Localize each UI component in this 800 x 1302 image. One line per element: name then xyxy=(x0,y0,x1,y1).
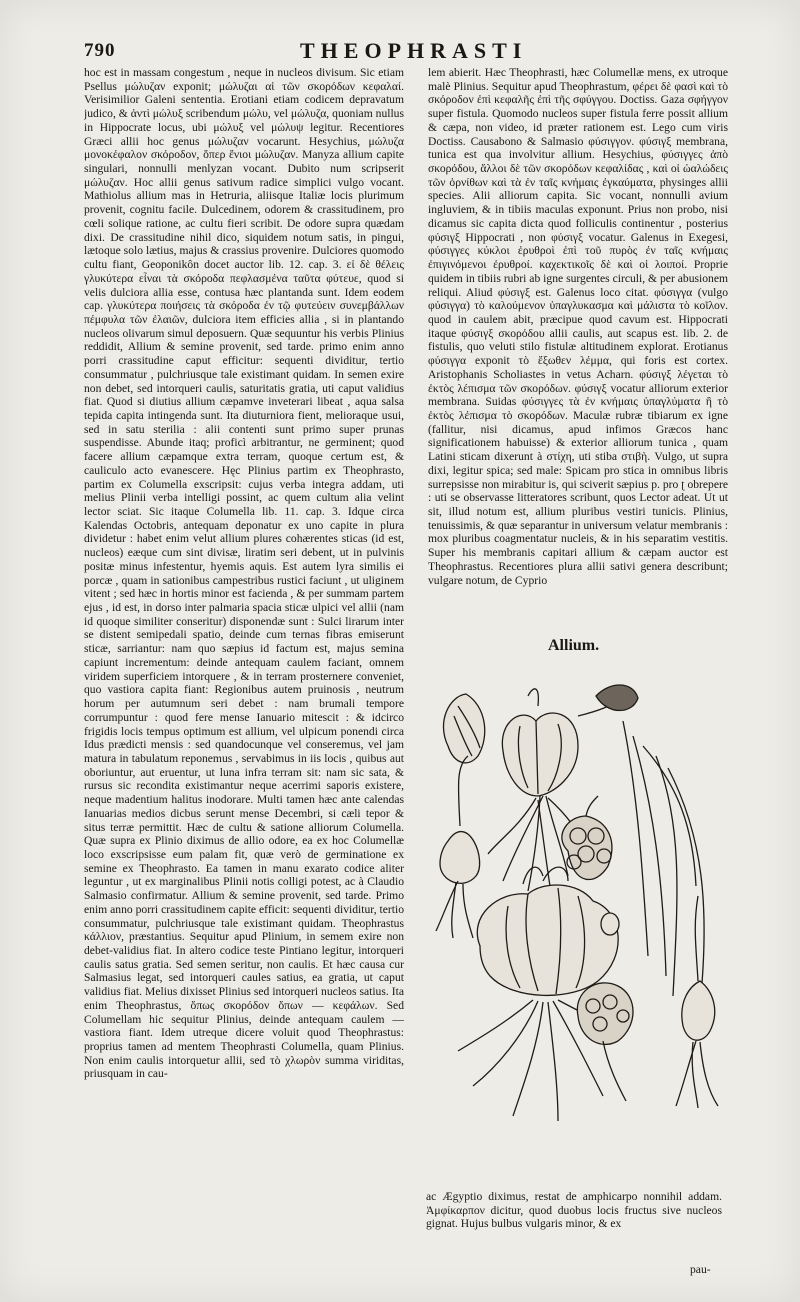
right-column xyxy=(428,66,728,640)
plate-title: Allium. xyxy=(548,637,600,654)
catchword: pau- xyxy=(690,1263,711,1276)
allium-woodcut-illustration xyxy=(428,676,738,1176)
bottom-text xyxy=(426,1190,722,1231)
left-column-text: hoc est in massam congestum , neque in nucleos divisum. Sic etiam Psellus μώλυζαν exponit; μώλυζαι αἱ τῶν σκορόδων κεφαλαί. Verisimilior Galeni sententia. Erotiani etiam codicem depravatum judico, & ἀντὶ μώλυξ scribendum μώλυ, vel μώλυζα, quoniam nullus in Hippocrate locus, ubi μώλυξ vel μώλυψ legitur. Recentiores Græci allii hoc genus μώλυζαν vocarunt. Hesychius, μώλυζα μονοκέφαλον σκόροδον, ὅπερ ἔνιοι μώλυζαν. Manyza allium capite singulari, nonnulli menlyzan vocant. Dubito num scripserit μώλυζαν. Hoc allii genus sativum radice simplici vulgo vocant. Mathiolus allium mas in Hetruria, aliisque Italiæ locis plurimum provenit, cognitu facile. Dulcedinem, odorem & crassitudinem, pro cœli solique ratione, ac cultu fieri scribit. De odore supra quædam dixi. De crassitudine nihil dico, siquidem notum satis, in pingui, lætoque solo lætius, majus & crassius provenire. Dulciores quomodo cultu fiant, Geoponikôn docet auctor lib. 12. cap. 3. εἰ δὲ θέλεις γλυκύτερα εἶναι τὰ σκόροδα πεφλασμένα ταῦτα φύτευε, quod si velis dulciora allia esse, contusa hæc plantanda sunt. Idem eodem cap. γλυκύτερα ποιήσεις τὰ σκόροδα ἐν τῷ φυτεύειν συνεμβάλλων πέμφυλα τῶν ἐλαιῶν, dulciora item efficies allia , si in plantando nucleos olivarum simul deposuern. Quæ sequuntur his verbis Plinius reddidit, Allium & semine provenit, sed tarde. primo enim anno porri crassitudine caput efficitur: sequenti dividitur, tertio consummatur , pulchriusque tale existimant quidam. In semen exire non debet, sed intorqueri caulis, saturitatis gratia, uti caput validius fiat. Quod si diutius allium cæpamve inveterari libeat , aqua salsa tepida capita intingenda sunt. Ita diuturniora fient, melioraque usui, sed in satu sterilia : alii contenti sunt primo super prunas suspendisse. Abunde itaq; proficì arbitrantur, ne germinent; quod facere allium cæpamque extra terram, quoque certum est, & cauliculo acto evanescere. Hęc Plinius partim ex Theophrasto, partim ex Columella exscripsit: cujus verba integra addam, uti melius Plinii verba intelligi possint, ac quem cultum alia velint lector sciat. Sic itaque Columella lib. 11. cap. 3. Idque circa Kalendas Octobris, antequam deponatur ex uno capite in plura dividetur : habet enim velut allium plures cohærentes sticas (id est, nucleos) eæque cum sint divisæ, liratim seri debent, ut in pulvinis positæ minus infestentur, hyemis aquis. Est autem lyra similis ei porcæ , quam in sationibus campestribus rustici faciunt , ut uliginem vitent ; sed hæc in hortis minor est facienda , & per summam partem ejus , id est, in dorso inter palmaria spacia sticæ ulpici vel allii (nam id quoque similiter conseritur) disponendæ sunt : Sulci lirarum inter se distent semipedali spatio, deinde cum ternas fibras emiserunt sticæ, sarriantur: nam quo sæpius id factum est, majus semina capiunt incrementum: deinde antequam caulem faciant, omnem viridem superficiem intorquere , & in terram prosternere conveniet, quo vastiora capita fiant: Regionibus autem pruinosis , neutrum horum per autumnum seri debet : nam brumali tempore corrumpuntur : quod fere mense Ianuario mitescit : & idcirco frigidis locis tempus optimum est allium, vel ulpicum ponendi circa Idus prædicti mensis : sed quandocunque vel conseremus, vel jam matura in tabulatum reponemus , servabimus in iis locis , quibus aut oboriuntur, aut eruentur, ut luna infra terram sit: nam sic sata, & rursus sic recondita existimantur neque acerrimi saporis existere, neque madentium halitus inodorare. Multi tamen hæc ante calendas Ianuarias medios dicbus serunt mense Decembri, si cæli tepor & situs terræ permittit. Hæc de cultu & satione alliorum Columella. Quæ supra ex Plinio diximus de allio odore, ea ex hoc Columellæ loco exscripsisse eum palam fit, quæ verò de germinatione ex semine ex Theophrasto. Ea tamen in manu exarato codice aliter leguntur , ut ex marginalibus Plinii notis colligi potest, ac à Claudio Salmasio confirmatur. Allium & semine provenit, sed tarde. Primo enim anno porri crassitudinem capite efficit: sequenti dividitur, tertio consummatur, pulchriusque tale existimant quidam. Theophrastus κάλλιον, præstantius. Sequitur apud Plinium, in semem exire non debet-validius fiat. In altero codice teste Pintiano legitur, intorqueri caulis satus gratia. Sed semen seritur, non caulis. Et hæc causa cur Salmasius legat, sed intorqueri caules satius, ea gratia, ut caput validius fiat. Melius dixisset Plinius sed intorqueri nucleos satius. Ita enim Theophrastus, ὅπως σκορόδον ὄπων — κεφάλων. Sed Columellam hic sequitur Plinius, deinde antequam caulem — vastiora fiant. Idem utreque dicere voluit quod Theophrastus: proprius tamen ad mentem Theophrasti Columella, quam Plinius. Non enim caulis intorquetur allii, sed τὸ χλωρὸν summa viriditas, priusquam in cau- xyxy=(84,66,404,1081)
left-column xyxy=(84,66,404,1266)
bottom-text-paragraph: ac Ægyptio diximus, restat de amphicarpo nonnihil addam. Ἀμφίκαρπον dicitur, quod duobus locis fructus sive nucleos gignat. Hujus bulbus vulgaris minor, & ex xyxy=(426,1190,722,1230)
page-number: 790 xyxy=(84,40,116,61)
running-head: THEOPHRASTI xyxy=(300,38,528,63)
right-column-text: lem abierit. Hæc Theophrasti, hæc Columellæ mens, ex utroque malè Plinius. Sequitur apud Theophrastum, φέρει δὲ φασὶ καὶ τὸ σκόροδον ἐπὶ κεφαλῆς ἐπὶ τῆς σφύγγου. Doctiss. Gaza σφήγγον super fistula. Quomodo nucleos super fistula ferre possit allium & cæpa, non video, id præter rationem est. Lego cum viris Doctiss. Causabono & Salmasio φύσιγγον. φύσιγξ membrana, tunica est qua involvitur allium. Hesychius, φύσιγγες ἀπὸ σκορόδου, ἄλλοι δὲ τῶν σκορόδων κεφαλίδας , καὶ οἱ ὠαλώδεις τῶν ὀρνίθων καὶ τὰ ἐν ταῖς κνήμαις ἐγκαύματα, physinges allii species. Alii alliorum capita. Sic vocant, nonnulli avium ingluviem, & in tibiis maculas exponunt. Prius non probo, nisi dicamus sic capita dicta quod folliculis continentur , posterius φύσιγξ Hippocrati , non φύσιγξ vocatur. Galenus in Exegesi, φύσιγγες κύκλοι ἐρυθροὶ ἐπὶ τοῦ πυρὸς ἐν ταῖς κνήμαις ἐπιγινόμενοι ἐρυθροί. καχεκτικοῖς δὲ καὶ οἱ λοιποί. Proprie quidem in tibiis rubri ab igne surgentes circuli, & per abusionem reliqui. Aliud φύσιγξ est. Galenus loco citat. φύσιγγα (vulgo φύσιγγα) τὸ καλούμενον ὑπαγλυκασμα καὶ μάλιστα τὸ κοῖλον. quod in caulem abit, præcipue quod cavum est. Hippocrati itaque φύσιγξ σκορόδου allii caulis, aut scapus est. lib. 2. de fistulis, quo veluti stilo fistulæ altitudinem explorat. Erotianus φύσιγγα exponit τὸ ἔξωθεν λέμμα, qui foris est cortex. Aristophanis Scholiastes in vetus Acharn. φύσιγξ λέγεται τὸ ἐκτὸς λέπισμα τῶν σκορόδων. φύσιγξ vocatur alliorum exterior membrana. Suidas φύσιγγες τὰ ἐν κνήμαις ὑπαγλύματα ἢ τὸ ἐκτὸς λέπισμα τὸ σκορόδων. Maculæ rubræ tibiarum ex igne (fallitur, nisi dicamus, apud infimos Græcos hanc significationem habuisse) & exterior alliorum tunica , quam Latini sticam dixerunt à στίχη, uti stiba στιβὴ. Vulgo, ut supra dixi, legitur spica; sed male: Spicam pro stica in omnibus libris surrepsisse non mirabitur is, qui sciverit sæpius p. pro ʈ obrepere : uti se observasse litteratores scribunt, quos Lector adeat. Ut ut sit, illud notum est, allium pluribus vestiri tunicis. Plinius, tenuissimis, & quæ separantur in universum velatur membranis : mox pluribus coagmentatur nucleis, & in his separatim vestitis. Super his membranis capitari allium & cæpam auctor est Theophrastus. Recentiores plura allii sativi genera describunt; vulgare notum, de Cyprio xyxy=(428,66,728,587)
